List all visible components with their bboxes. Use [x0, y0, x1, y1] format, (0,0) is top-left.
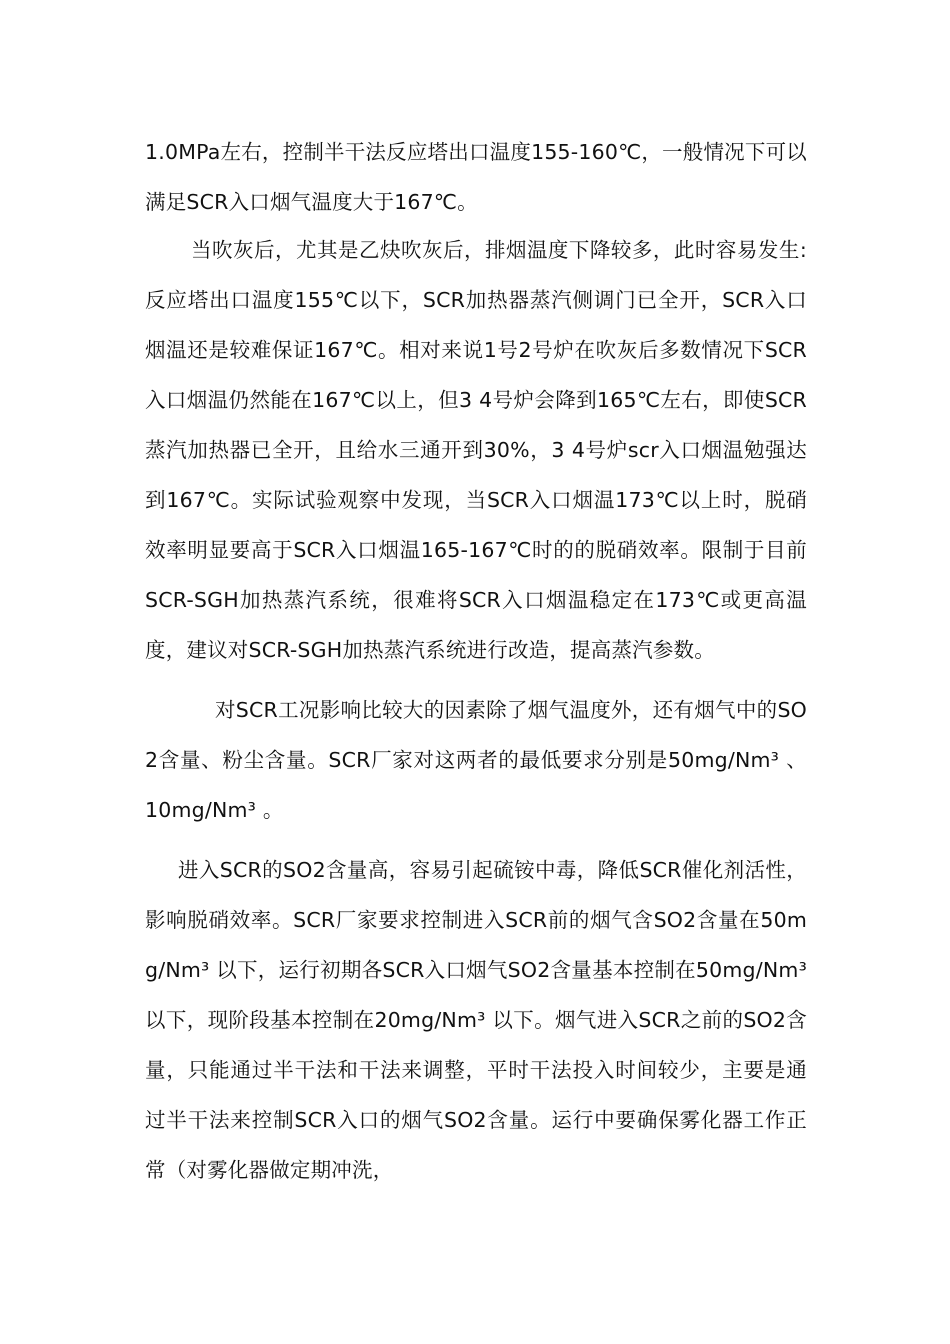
- paragraph-4: 进入SCR的SO2含量高，容易引起硫铵中毒，降低SCR催化剂活性，影响脱硝效率。SCR厂家要求控制进入SCR前的烟气含SO2含量在50mg/Nm³ 以下，运行初期各SCR入口烟气SO2含量基本控制在50mg/Nm³ 以下，现阶段基本控制在20mg/Nm³ 以下。烟气进入SCR之前的SO2含量，只能通过半干法和干法来调整，平时干法投入时间较少，主要是通过半干法来控制SCR入口的烟气SO2含量。运行中要确保雾化器工作正常（对雾化器做定期冲洗，: [145, 858, 807, 1182]
- paragraph-2: 当吹灰后，尤其是乙炔吹灰后，排烟温度下降较多，此时容易发生:反应塔出口温度155℃以下，SCR加热器蒸汽侧调门已全开，SCR入口烟温还是较难保证167℃。相对来说1号2号炉在吹灰后多数情况下SCR入口烟温仍然能在167℃以上，但3 4号炉会降到165℃左右，即使SCR蒸汽加热器已全开，且给水三通开到30%，3 4号炉scr入口烟温勉强达到167℃。实际试验观察中发现，当SCR入口烟温173℃以上时，脱硝效率明显要高于SCR入口烟温165-167℃时的的脱硝效率。限制于目前SCR-SGH加热蒸汽系统，很难将SCR入口烟温稳定在173℃或更高温度，建议对SCR-SGH加热蒸汽系统进行改造，提高蒸汽参数。: [145, 238, 807, 662]
- document-body: [145, 127, 807, 1195]
- paragraph-3: 对SCR工况影响比较大的因素除了烟气温度外，还有烟气中的SO2含量、粉尘含量。SCR厂家对这两者的最低要求分别是50mg/Nm³ 、10mg/Nm³ 。: [145, 698, 807, 822]
- paragraph-1: 1.0MPa左右，控制半干法反应塔出口温度155-160℃，一般情况下可以满足SCR入口烟气温度大于167℃。: [145, 140, 807, 214]
